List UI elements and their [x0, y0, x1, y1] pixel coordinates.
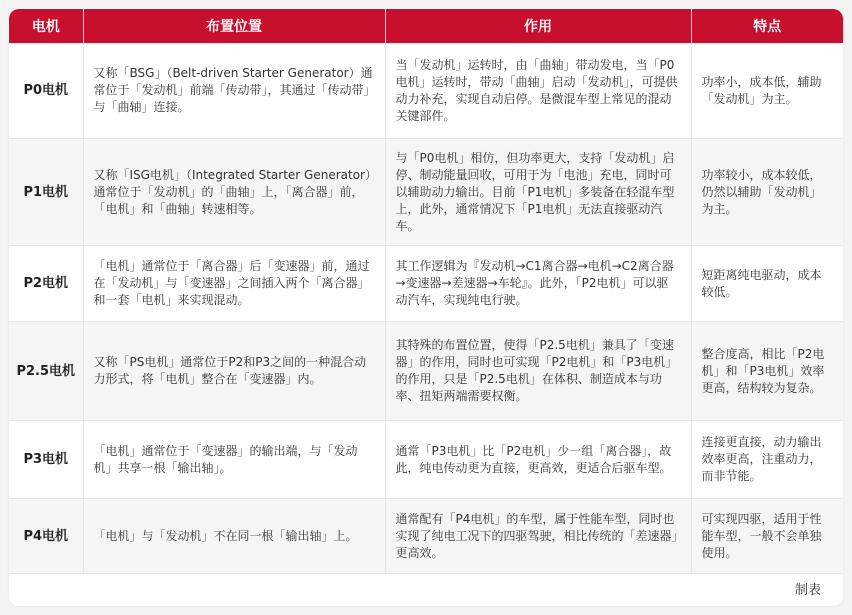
- header-function: 作用: [385, 9, 691, 43]
- table-header-row: [9, 9, 843, 43]
- motor-position: 又称「BSG」（Belt-driven Starter Generator）通常位于「发动机」前端「传动带」，其通过「传动带」与「曲轴」连接。: [83, 43, 385, 139]
- table-row: [9, 499, 843, 574]
- motor-feature: 连接更直接，动力输出效率更高，注重动力，而非节能。: [691, 421, 843, 499]
- header-position: 布置位置: [83, 9, 385, 43]
- table-row: [9, 421, 843, 499]
- motor-comparison-table: [9, 9, 843, 574]
- motor-feature: 功率小，成本低，辅助「发动机」为主。: [691, 43, 843, 139]
- motor-feature: 短距离纯电驱动，成本较低。: [691, 246, 843, 322]
- motor-function: 其特殊的布置位置，使得「P2.5电机」兼具了「变速器」的作用，同时也可实现「P2电机」和「P3电机」的作用，只是「P2.5电机」在体积、制造成本与功率、扭矩两端需要权衡。: [385, 322, 691, 421]
- table-row: [9, 322, 843, 421]
- table-footer-caption: 制表: [794, 583, 821, 598]
- motor-function: 当「发动机」运转时，由「曲轴」带动发电，当「P0电机」运转时，带动「曲轴」启动「发动机」，可提供动力补充，实现自动启停。是微混车型上常见的混动关键部件。: [385, 43, 691, 139]
- motor-function: 其工作逻辑为『发动机→C1离合器→电机→C2离合器→变速器→差速器→车轮』。此外，「P2电机」可以驱动汽车，实现纯电行驶。: [385, 246, 691, 322]
- motor-name: P2.5电机: [9, 322, 83, 421]
- motor-name: P3电机: [9, 421, 83, 499]
- table-row: [9, 246, 843, 322]
- motor-function: 与「P0电机」相仿，但功率更大，支持「发动机」启停、制动能量回收，可用于为「电池」充电，同时可以辅助动力输出。目前「P1电机」多装备在轻混车型上，此外，通常情况下「P1电机」无法直接驱动汽车。: [385, 139, 691, 246]
- motor-name: P2电机: [9, 246, 83, 322]
- motor-feature: 可实现四驱，适用于性能车型，一般不会单独使用。: [691, 499, 843, 574]
- motor-position: 「电机」通常位于「离合器」后「变速器」前，通过在「发动机」与「变速器」之间插入两个「离合器」和一套「电机」来实现混动。: [83, 246, 385, 322]
- table-row: [9, 139, 843, 246]
- motor-position: 又称「ISG电机」（Integrated Starter Generator）通常位于「发动机」的「曲轴」上，「离合器」前，「电机」和「曲轴」转速相等。: [83, 139, 385, 246]
- header-motor: 电机: [9, 9, 83, 43]
- motor-name: P4电机: [9, 499, 83, 574]
- table-row: [9, 43, 843, 139]
- motor-name: P0电机: [9, 43, 83, 139]
- motor-position: 「电机」通常位于「变速器」的输出端，与「发动机」共享一根「输出轴」。: [83, 421, 385, 499]
- motor-position: 「电机」与「发动机」不在同一根「输出轴」上。: [83, 499, 385, 574]
- motor-feature: 整合度高，相比「P2电机」和「P3电机」效率更高，结构较为复杂。: [691, 322, 843, 421]
- comparison-table-card: [9, 9, 843, 606]
- motor-function: 通常配有「P4电机」的车型，属于性能车型，同时也实现了纯电工况下的四驱驾驶，相比传统的「差速器」更高效。: [385, 499, 691, 574]
- motor-feature: 功率较小，成本较低，仍然以辅助「发动机」为主。: [691, 139, 843, 246]
- header-feature: 特点: [691, 9, 843, 43]
- motor-position: 又称「PS电机」通常位于P2和P3之间的一种混合动力形式，将「电机」整合在「变速器」内。: [83, 322, 385, 421]
- motor-name: P1电机: [9, 139, 83, 246]
- motor-function: 通常「P3电机」比「P2电机」少一组「离合器」，故此，纯电传动更为直接，更高效，更适合后驱车型。: [385, 421, 691, 499]
